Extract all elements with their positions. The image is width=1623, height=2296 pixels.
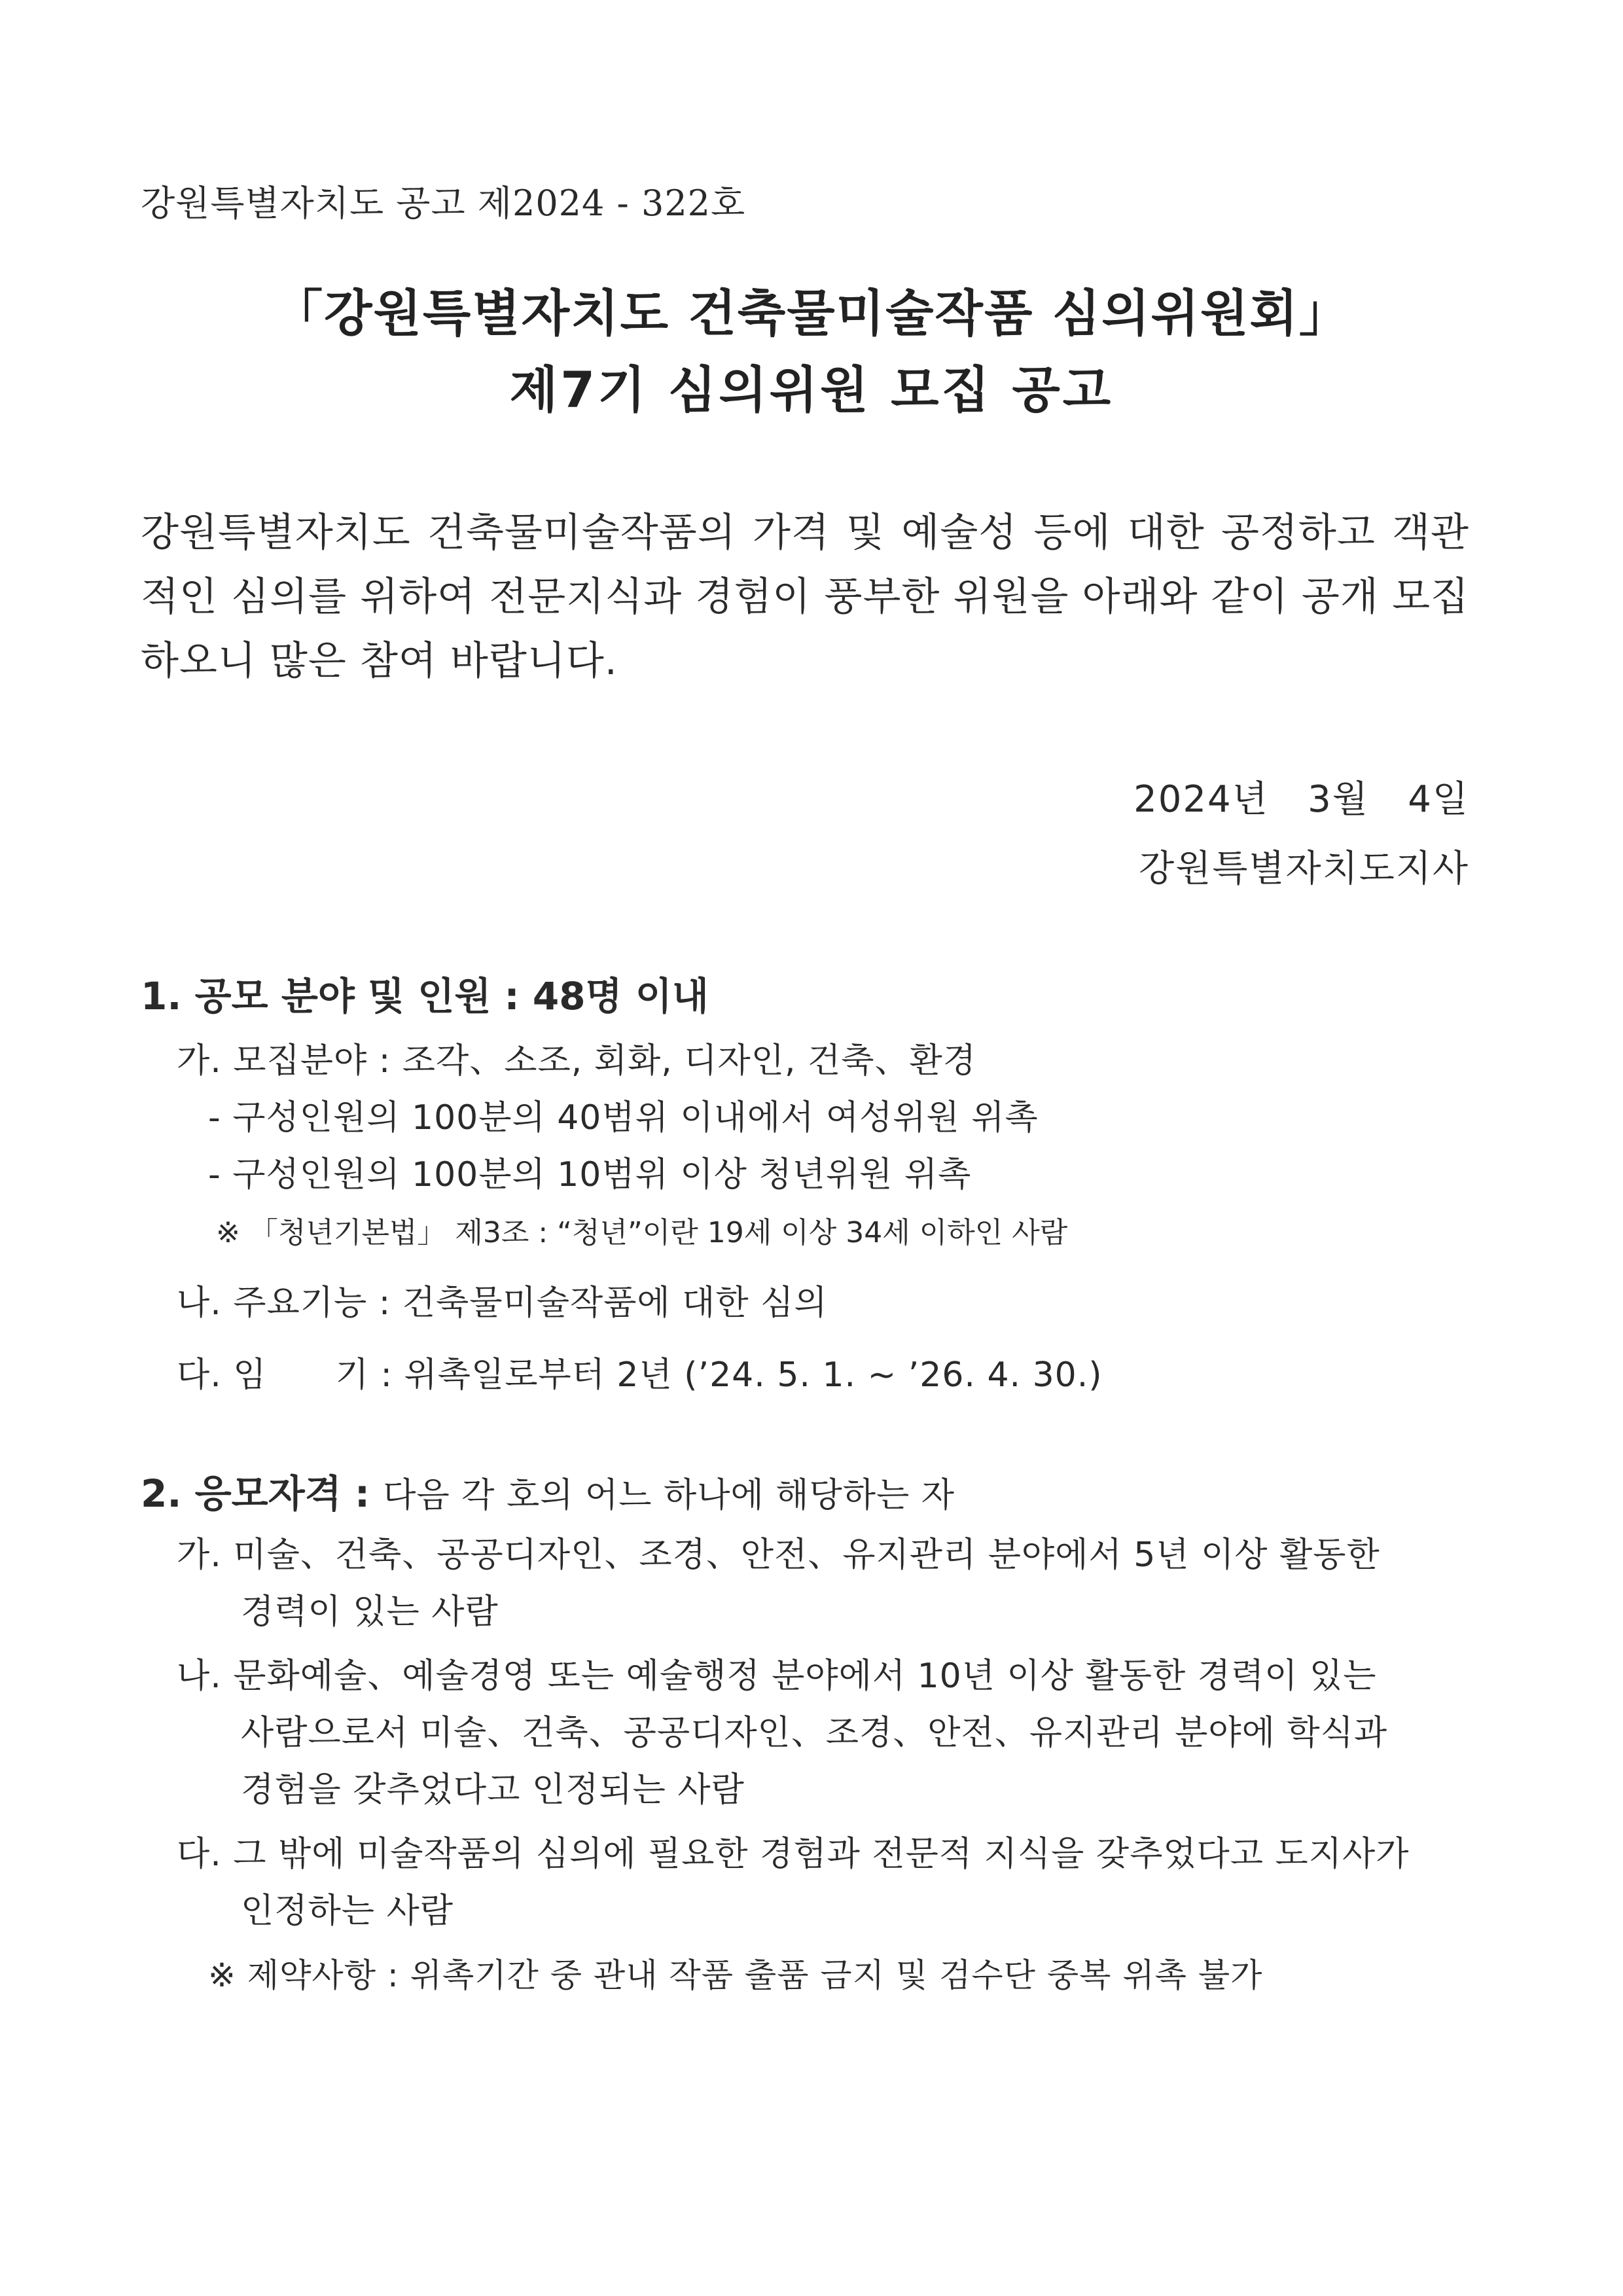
section-2-item-b-line-2: 사람으로서 미술、건축、공공디자인、조경、안전、유지관리 분야에 학식과 (241, 1713, 1388, 1753)
section-1-item-c: 다. 임 기 : 위촉일로부터 2년 (’24. 5. 1. ~ ’26. 4. 30.) (177, 1355, 1103, 1395)
section-2-heading (141, 1463, 955, 1518)
issuer: 강원특별자치도지사 (1139, 848, 1469, 890)
section-2-heading-label: 2. 응모자격 : (141, 1471, 370, 1516)
section-1-item-a-sub-2: - 구성인원의 100분의 10범위 이상 청년위원 위촉 (208, 1155, 972, 1194)
section-2-item-b-line-3: 경험을 갖추었다고 인정되는 사람 (241, 1770, 745, 1810)
notice-number: 강원특별자치도 공고 제2024 - 322호 (141, 183, 746, 224)
title-line-1: 「강원특별자치도 건축물미술작품 심의위원회」 (273, 284, 1350, 342)
section-2-item-b-line-1: 나. 문화예술、예술경영 또는 예술행정 분야에서 10년 이상 활동한 경력이 있는 (177, 1657, 1377, 1696)
section-2-item-a-line-1: 가. 미술、건축、공공디자인、조경、안전、유지관리 분야에서 5년 이상 활동한 (177, 1535, 1380, 1575)
section-1-item-a-sub-1: - 구성인원의 100분의 40범위 이내에서 여성위원 위촉 (208, 1098, 1039, 1138)
intro-paragraph: 강원특별자치도 건축물미술작품의 가격 및 예술성 등에 대한 공정하고 객관적인 심의를 위하여 전문지식과 경험이 풍부한 위원을 아래와 같이 공개 모집하오니 많은 참여 바랍니다. (141, 510, 1469, 684)
section-2-item-c-line-1: 다. 그 밖에 미술작품의 심의에 필요한 경험과 전문적 지식을 갖추었다고 도지사가 (177, 1835, 1410, 1874)
section-2-item-a-line-2: 경력이 있는 사람 (241, 1592, 499, 1632)
section-1-item-a: 가. 모집분야 : 조각、소조, 회화, 디자인, 건축、환경 (177, 1041, 976, 1081)
section-2-item-c-line-2: 인정하는 사람 (241, 1892, 454, 1931)
title-line-2: 제7기 심의위원 모집 공고 (509, 361, 1114, 419)
section-2-heading-rest: 다음 각 호의 어느 하나에 해당하는 자 (383, 1476, 955, 1515)
announcement-date: 2024년 3월 4일 (1133, 778, 1469, 821)
section-2-restriction-note: ※ 제약사항 : 위촉기간 중 관내 작품 출품 금지 및 검수단 중복 위촉 불가 (208, 1956, 1263, 1994)
section-1-item-a-note: ※ 「청년기본법」 제3조 : “청년”이란 19세 이상 34세 이하인 사람 (216, 1216, 1068, 1249)
section-1-item-b: 나. 주요기능 : 건축물미술작품에 대한 심의 (177, 1283, 828, 1323)
section-1-heading: 1. 공모 분야 및 인원 : 48명 이내 (141, 974, 709, 1018)
